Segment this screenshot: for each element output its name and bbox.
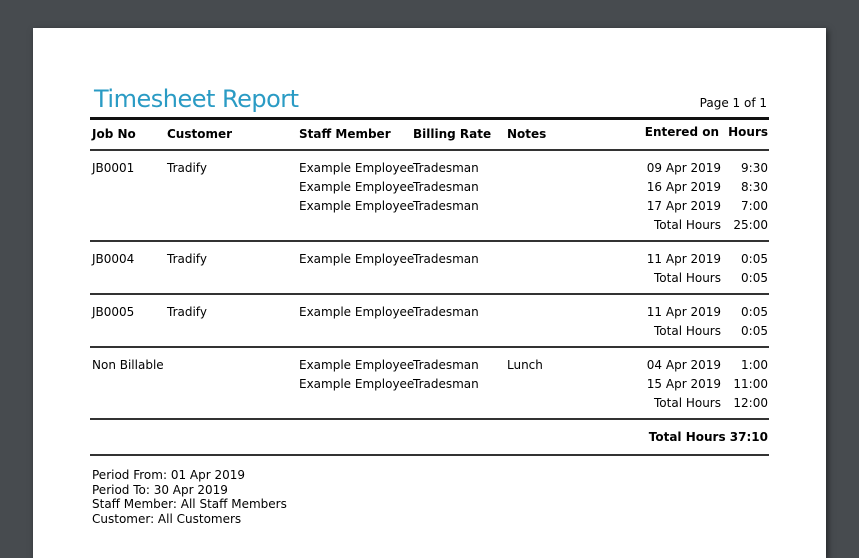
report-title: Timesheet Report (94, 85, 299, 113)
group-total-label: Total Hours (654, 271, 721, 285)
billing-rate: Tradesman (413, 199, 479, 213)
header-bottom-rule (90, 149, 769, 151)
billing-rate: Tradesman (413, 252, 479, 266)
page-number: Page 1 of 1 (699, 96, 767, 110)
grand-total: Total Hours 37:10 (648, 430, 768, 444)
staff-member: Example Employee (299, 180, 415, 194)
col-staff-member: Staff Member (299, 127, 391, 141)
billing-rate: Tradesman (413, 358, 479, 372)
hours: 7:00 (741, 199, 768, 213)
entered-on: 16 Apr 2019 (646, 180, 721, 194)
col-billing-rate: Billing Rate (413, 127, 492, 141)
col-customer: Customer (167, 127, 233, 141)
group-rule (90, 240, 769, 242)
col-notes: Notes (507, 127, 547, 141)
hours: 0:05 (741, 305, 768, 319)
billing-rate: Tradesman (413, 305, 479, 319)
customer: Tradify (167, 252, 207, 266)
hours: 8:30 (741, 180, 768, 194)
group-total-label: Total Hours (654, 324, 721, 338)
footer-period-from: Period From: 01 Apr 2019 (92, 468, 246, 482)
entered-on: 15 Apr 2019 (646, 377, 721, 391)
group-total: 0:05 (741, 271, 768, 285)
footer-staff-member: Staff Member: All Staff Members (92, 497, 287, 511)
col-hours: Hours (728, 125, 768, 139)
group-rule (90, 293, 769, 295)
staff-member: Example Employee (299, 358, 415, 372)
entered-on: 04 Apr 2019 (646, 358, 721, 372)
group-total-label: Total Hours (654, 396, 721, 410)
billing-rate: Tradesman (413, 180, 479, 194)
group-rule (90, 418, 769, 420)
entered-on: 17 Apr 2019 (646, 199, 721, 213)
job-no: JB0004 (92, 252, 135, 266)
staff-member: Example Employee (299, 377, 415, 391)
group-total: 12:00 (733, 396, 768, 410)
header-top-rule (90, 117, 769, 120)
billing-rate: Tradesman (413, 377, 479, 391)
report-page (33, 28, 826, 558)
group-rule (90, 346, 769, 348)
hours: 1:00 (741, 358, 768, 372)
customer: Tradify (167, 305, 207, 319)
job-no: Non Billable (92, 358, 164, 372)
hours: 0:05 (741, 252, 768, 266)
billing-rate: Tradesman (413, 161, 479, 175)
col-entered-on: Entered on (644, 125, 719, 139)
group-total-label: Total Hours (654, 218, 721, 232)
staff-member: Example Employee (299, 305, 415, 319)
staff-member: Example Employee (299, 161, 415, 175)
job-no: JB0005 (92, 305, 135, 319)
grand-total-rule (90, 454, 769, 456)
staff-member: Example Employee (299, 199, 415, 213)
group-total: 25:00 (733, 218, 768, 232)
entered-on: 11 Apr 2019 (646, 305, 721, 319)
customer: Tradify (167, 161, 207, 175)
entered-on: 09 Apr 2019 (646, 161, 721, 175)
job-no: JB0001 (92, 161, 135, 175)
entered-on: 11 Apr 2019 (646, 252, 721, 266)
hours: 11:00 (733, 377, 768, 391)
hours: 9:30 (741, 161, 768, 175)
notes: Lunch (507, 358, 543, 372)
footer-period-to: Period To: 30 Apr 2019 (92, 483, 228, 497)
col-job-no: Job No (92, 127, 136, 141)
group-total: 0:05 (741, 324, 768, 338)
staff-member: Example Employee (299, 252, 415, 266)
footer-customer: Customer: All Customers (92, 512, 242, 526)
